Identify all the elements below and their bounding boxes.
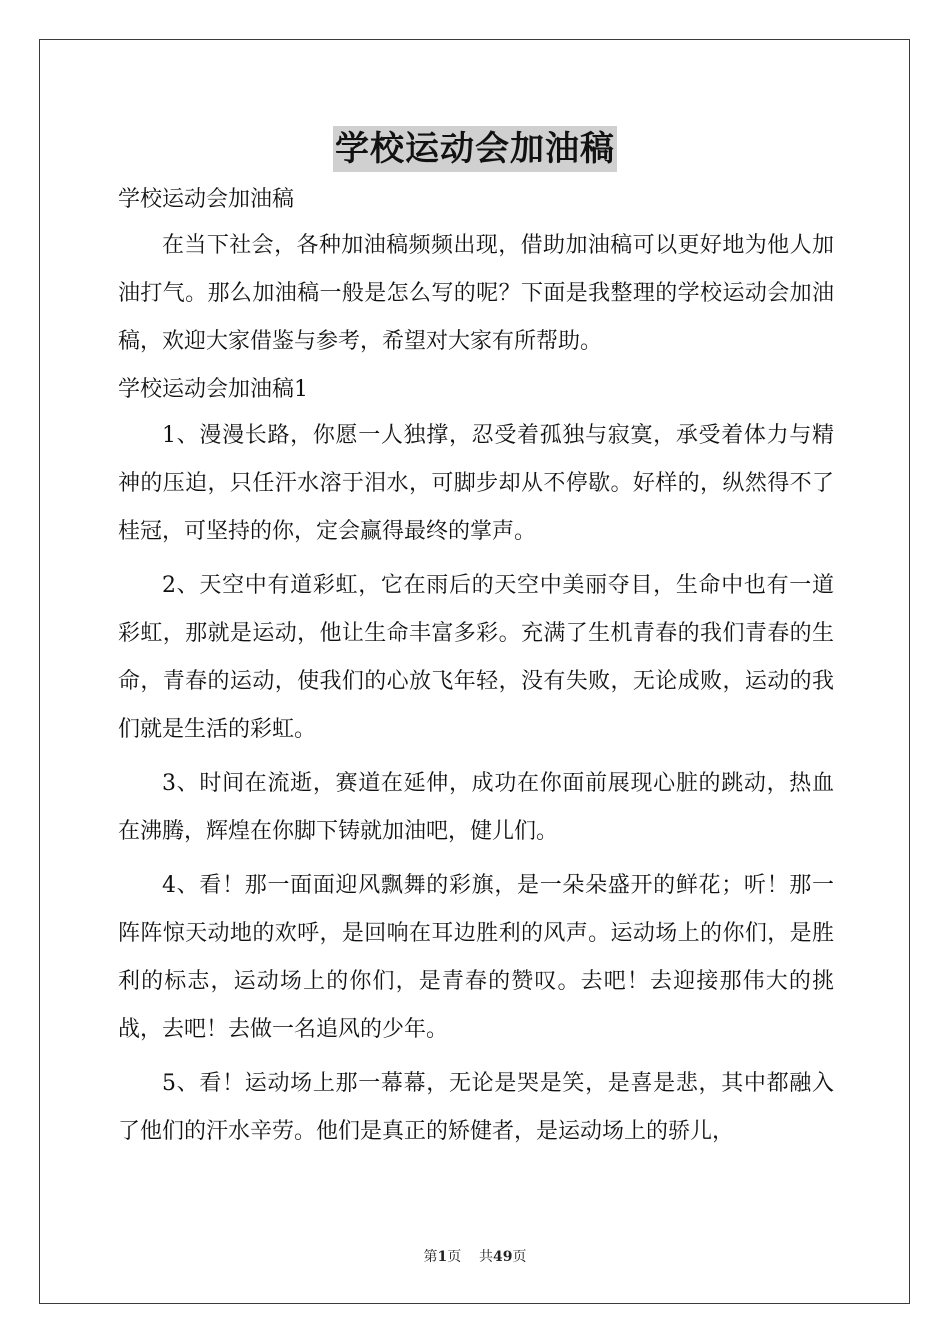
document-body: [118, 178, 834, 1162]
document-subtitle: 学校运动会加油稿: [118, 187, 295, 212]
paragraph-1: 1、漫漫长路，你愿一人独撑，忍受着孤独与寂寞，承受着体力与精神的压迫，只任汗水溶于泪水，可脚步却从不停歇。好样的，纵然得不了桂冠，可坚持的你，定会赢得最终的掌声。: [118, 423, 834, 544]
page-prefix: 第: [423, 1249, 438, 1265]
section-heading: 学校运动会加油稿1: [118, 377, 308, 402]
intro-paragraph: 在当下社会，各种加油稿频频出现，借助加油稿可以更好地为他人加油打气。那么加油稿一般是怎么写的呢？下面是我整理的学校运动会加油稿，欢迎大家借鉴与参考，希望对大家有所帮助。: [118, 233, 834, 354]
page-number: 1: [437, 1249, 448, 1265]
title-wrap: [0, 126, 950, 172]
total-pages: 49: [493, 1249, 513, 1265]
page-suffix: 页: [447, 1249, 462, 1265]
page-footer: [0, 1246, 950, 1266]
total-suffix: 页: [512, 1249, 527, 1265]
paragraph-2: 2、天空中有道彩虹，它在雨后的天空中美丽夺目，生命中也有一道彩虹，那就是运动，他让生命丰富多彩。充满了生机青春的我们青春的生命，青春的运动，使我们的心放飞年轻，没有失败，无论成败，运动的我们就是生活的彩虹。: [118, 573, 834, 742]
total-prefix: 共: [479, 1249, 494, 1265]
paragraph-3: 3、时间在流逝，赛道在延伸，成功在你面前展现心脏的跳动，热血在沸腾，辉煌在你脚下铸就加油吧，健儿们。: [118, 771, 834, 844]
paragraph-5: 5、看！运动场上那一幕幕，无论是哭是笑，是喜是悲，其中都融入了他们的汗水辛劳。他们是真正的矫健者，是运动场上的骄儿，: [118, 1071, 834, 1144]
paragraph-4: 4、看！那一面面迎风飘舞的彩旗，是一朵朵盛开的鲜花；听！那一阵阵惊天动地的欢呼，是回响在耳边胜利的风声。运动场上的你们，是胜利的标志，运动场上的你们，是青春的赞叹。去吧！去迎接那伟大的挑战，去吧！去做一名追风的少年。: [118, 873, 834, 1042]
document-title: 学校运动会加油稿: [333, 126, 617, 172]
